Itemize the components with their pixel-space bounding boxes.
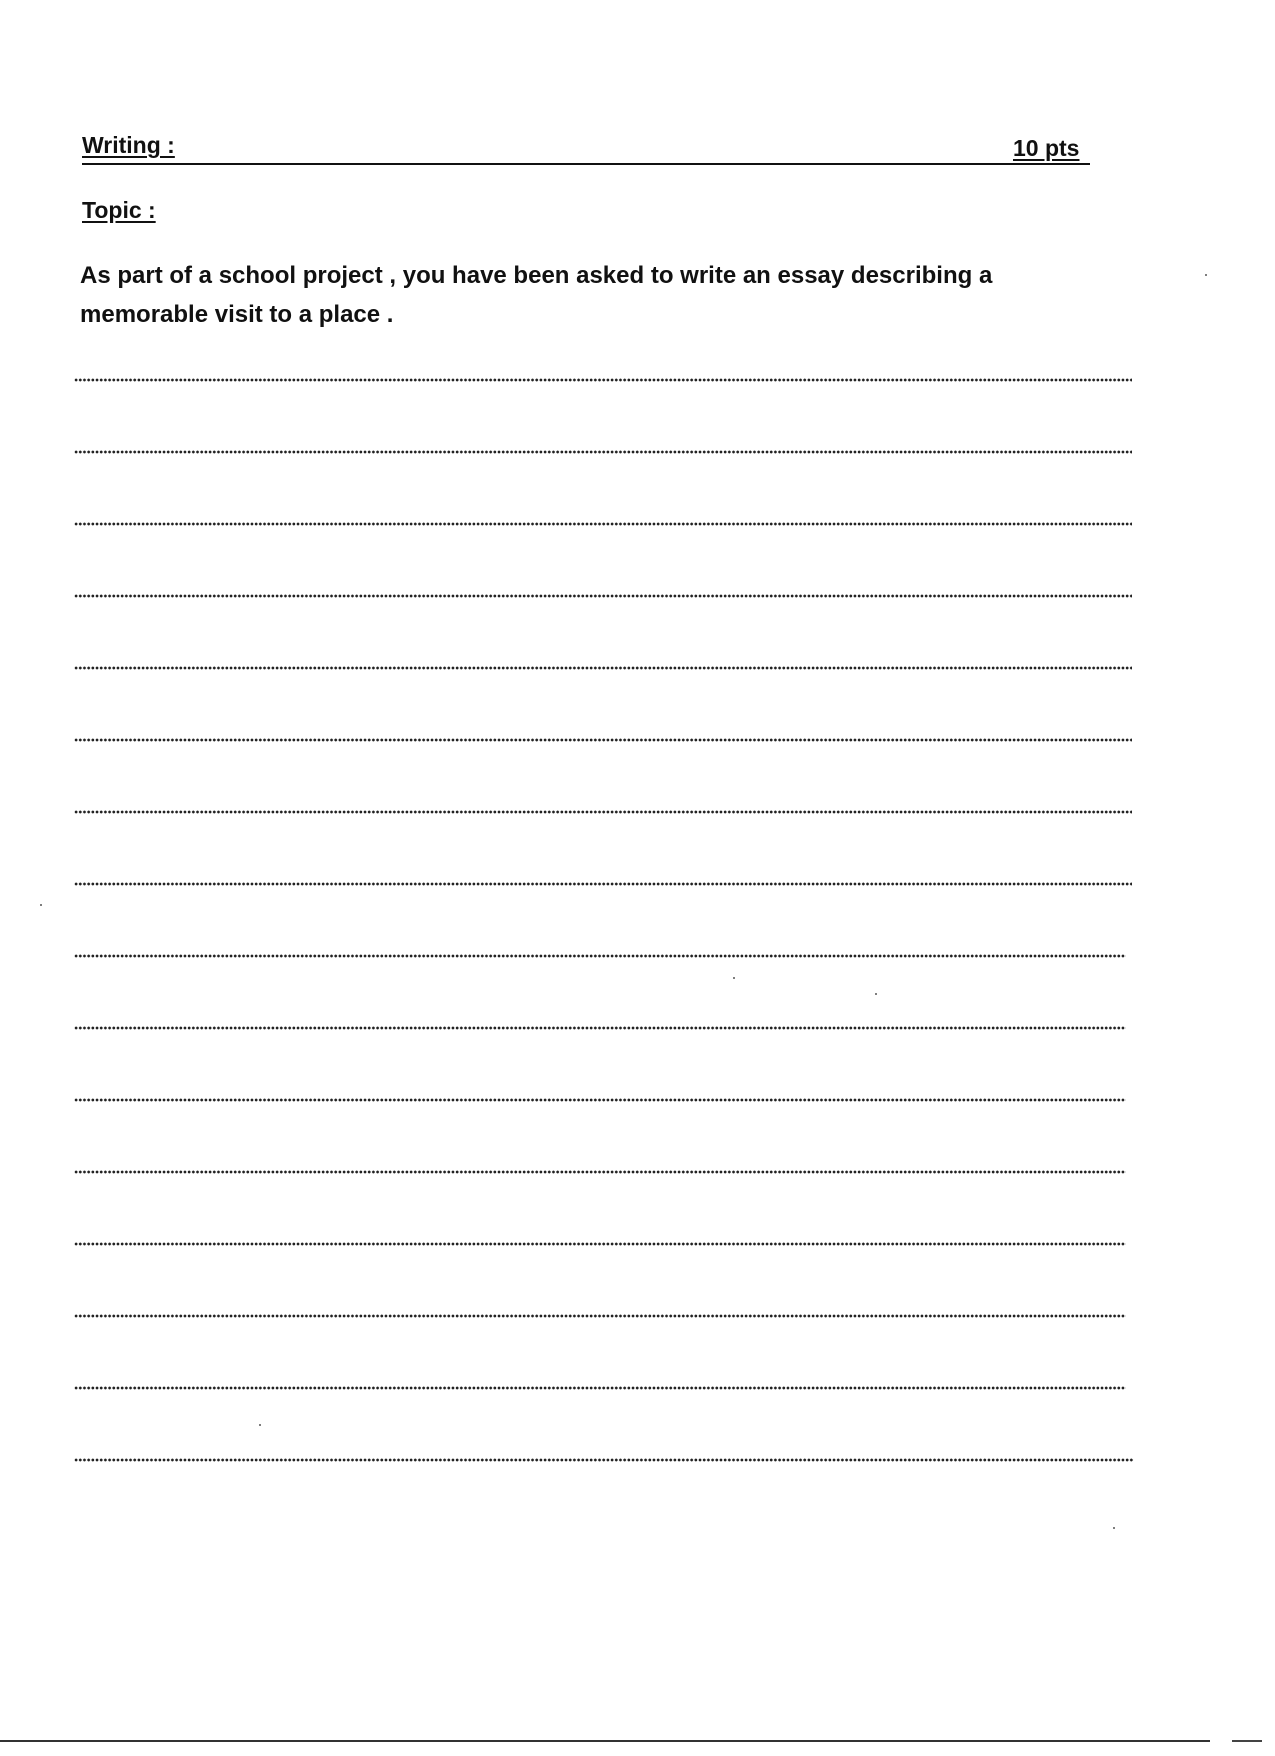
answer-line[interactable] — [74, 450, 1132, 454]
answer-line[interactable] — [74, 1386, 1126, 1390]
answer-line[interactable] — [74, 1314, 1126, 1318]
scan-speck — [1113, 1527, 1115, 1529]
answer-line[interactable] — [74, 1458, 1134, 1462]
scan-speck — [875, 993, 877, 995]
answer-line[interactable] — [74, 1026, 1126, 1030]
answer-line[interactable] — [74, 594, 1132, 598]
scan-speck — [40, 904, 42, 906]
answer-line[interactable] — [74, 522, 1132, 526]
answer-line[interactable] — [74, 1098, 1126, 1102]
scan-speck — [733, 977, 735, 979]
scan-speck — [259, 1424, 261, 1426]
essay-prompt: As part of a school project , you have been asked to write an essay describing a memorable visit to a place . — [80, 262, 993, 328]
answer-line[interactable] — [74, 954, 1126, 958]
answer-line[interactable] — [74, 1242, 1126, 1246]
answer-line[interactable] — [74, 738, 1132, 742]
header-rule — [82, 163, 1090, 165]
answer-line[interactable] — [74, 1170, 1126, 1174]
footer-rule — [0, 1740, 1210, 1742]
answer-line[interactable] — [74, 378, 1132, 382]
answer-writing-area[interactable] — [74, 378, 1134, 1458]
answer-line[interactable] — [74, 810, 1132, 814]
answer-line[interactable] — [74, 882, 1132, 886]
answer-line[interactable] — [74, 666, 1132, 670]
section-title: Writing : — [82, 132, 175, 158]
footer-rule-end — [1232, 1740, 1262, 1742]
scan-speck — [1205, 274, 1207, 276]
topic-label: Topic : — [82, 197, 156, 223]
points-value: 10 pts — [1013, 135, 1080, 161]
